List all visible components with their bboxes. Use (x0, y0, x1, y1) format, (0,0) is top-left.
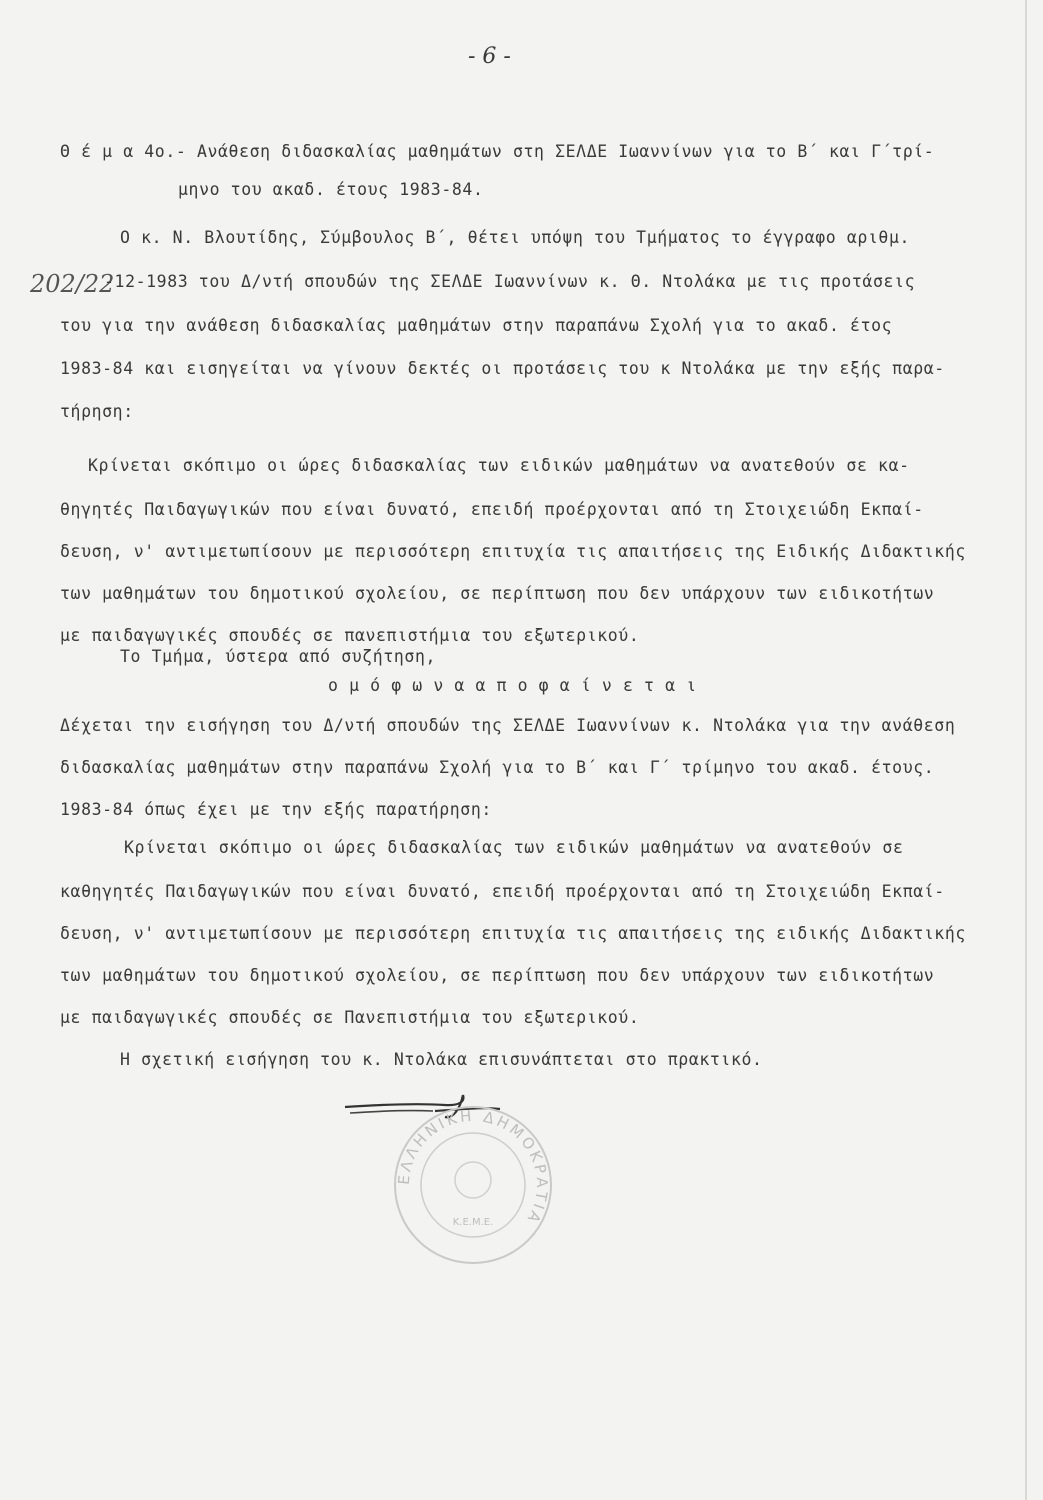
body-line: δευση, ν' αντιμετωπίσουν με περισσότερη επιτυχία τις απαιτήσεις της Ειδικής Διδακτικής (60, 542, 966, 561)
body-line: Δέχεται την εισήγηση του Δ/ντή σπουδών της ΣΕΛΔΕ Ιωαννίνων κ. Ντολάκα για την ανάθεση (60, 716, 956, 735)
body-line: 1983-84 και εισηγείται να γίνουν δεκτές οι προτάσεις του κ Ντολάκα με την εξής παρα- (60, 359, 945, 378)
decision-heading: ο μ ό φ ω ν α α π ο φ α ί ν ε τ α ι (328, 676, 697, 695)
topic-heading-line-2: μηνο του ακαδ. έτους 1983-84. (178, 180, 484, 199)
body-line: Το Τμήμα, ύστερα από συζήτηση, (120, 647, 437, 666)
stamp-center-text: Κ.Ε.Μ.Ε. (452, 1217, 494, 1228)
body-line: -12-1983 του Δ/ντή σπουδών της ΣΕΛΔΕ Ιωαννίνων κ. Θ. Ντολάκα με τις προτάσεις (104, 272, 916, 291)
body-line: με παιδαγωγικές σπουδές σε Πανεπιστήμια του εξωτερικού. (60, 1008, 640, 1027)
page-edge (1025, 0, 1027, 1500)
handwritten-reference-number: 202/22 (30, 270, 115, 298)
body-line: των μαθημάτων του δημοτικού σχολείου, σε περίπτωση που δεν υπάρχουν των ειδικοτήτων (60, 966, 935, 985)
body-line: Ο κ. Ν. Βλουτίδης, Σύμβουλος Β΄, θέτει υπόψη του Τμήματος το έγγραφο αριθμ. (120, 228, 911, 247)
body-line: καθηγητές Παιδαγωγικών που είναι δυνατό, επειδή προέρχονται από τη Στοιχειώδη Εκπαί- (60, 882, 945, 901)
body-line: με παιδαγωγικές σπουδές σε πανεπιστήμια του εξωτερικού. (60, 626, 640, 645)
body-line: διδασκαλίας μαθημάτων στην παραπάνω Σχολή για το Β΄ και Γ΄ τρίμηνο του ακαδ. έτους. (60, 758, 935, 777)
body-line: Η σχετική εισήγηση του κ. Ντολάκα επισυνάπτεται στο πρακτικό. (120, 1050, 763, 1069)
body-line: Κρίνεται σκόπιμο οι ώρες διδασκαλίας των ειδικών μαθημάτων να ανατεθούν σε κα- (88, 456, 910, 475)
official-stamp (388, 1100, 558, 1270)
body-line: των μαθημάτων του δημοτικού σχολείου, σε περίπτωση που δεν υπάρχουν των ειδικοτήτων (60, 584, 935, 603)
svg-text:ΕΛΛΗΝΙΚΗ ΔΗΜΟΚΡΑΤΙΑ (395, 1107, 551, 1228)
topic-heading-line-1: Θ έ μ α 4ο.- Ανάθεση διδασκαλίας μαθημάτων στη ΣΕΛΔΕ Ιωαννίνων για το Β΄ και Γ΄τρί- (60, 142, 935, 161)
body-line: δευση, ν' αντιμετωπίσουν με περισσότερη επιτυχία τις απαιτήσεις της ειδικής Διδακτικής (60, 924, 966, 943)
body-line: Κρίνεται σκόπιμο οι ώρες διδασκαλίας των ειδικών μαθημάτων να ανατεθούν σε (124, 838, 904, 857)
page-number: - 6 - (468, 44, 511, 69)
stamp-ring-text: ΕΛΛΗΝΙΚΗ ΔΗΜΟΚΡΑΤΙΑ (394, 1106, 552, 1229)
body-line: θηγητές Παιδαγωγικών που είναι δυνατό, επειδή προέρχονται από τη Στοιχειώδη Εκπαί- (60, 500, 924, 519)
body-line: του για την ανάθεση διδασκαλίας μαθημάτων στην παραπάνω Σχολή για το ακαδ. έτος (60, 316, 893, 335)
body-line: τήρηση: (60, 402, 134, 421)
body-line: 1983-84 όπως έχει με την εξής παρατήρηση: (60, 800, 492, 819)
